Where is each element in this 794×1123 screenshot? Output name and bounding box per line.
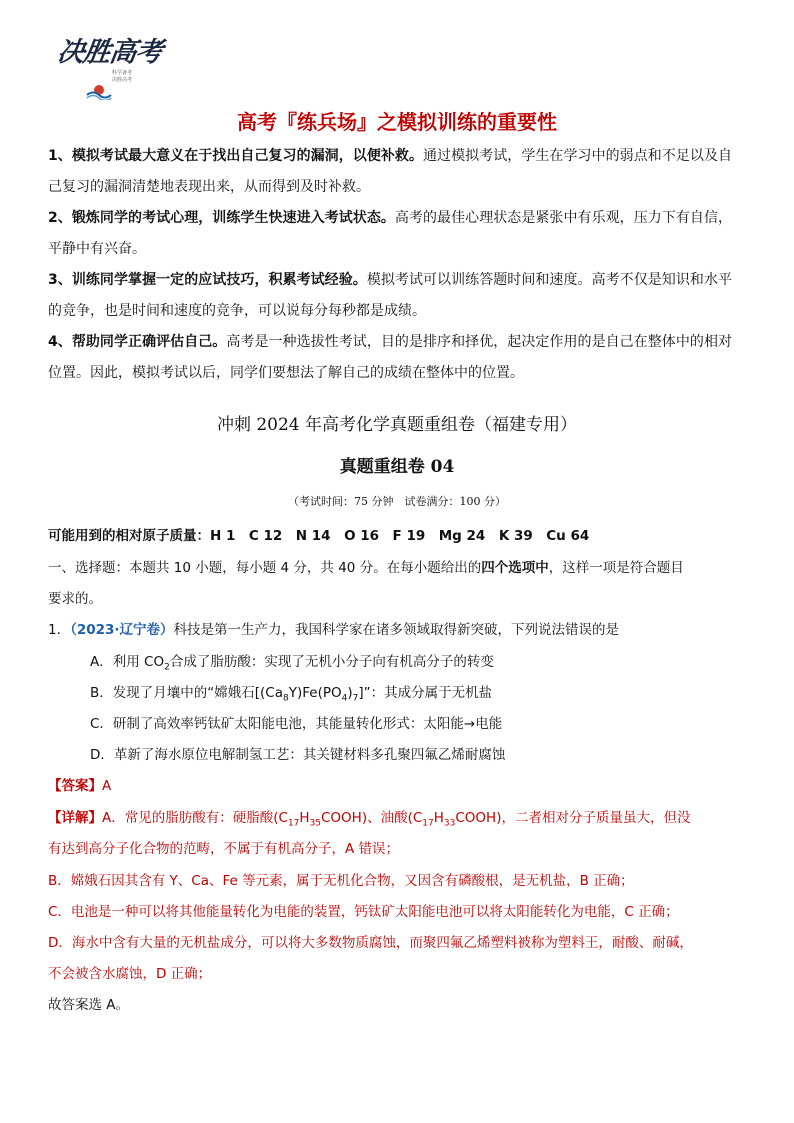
answer-line [48,774,738,794]
question-1-stem [48,618,738,638]
explanation-a-h-2: H [433,810,444,826]
answer-value: A [102,778,112,794]
section-header [48,556,738,576]
logo-slogan-line-2: 决胜高考 [112,77,133,83]
option-b [90,681,780,704]
option-b-sub-1: 8 [283,693,289,704]
question-number: 1． [48,622,71,638]
option-b-text-2: Y)Fe(PO [288,685,342,701]
explanation-a-text-2: COOH)、油酸(C [321,810,423,826]
explanation-c: C．电池是一种可以将其他能量转化为电能的装置，钙钛矿太阳能电池可以将太阳能转化为电能，C 正确； [48,904,679,920]
logo [55,30,176,110]
explanation-d-line-2: 不会被含水腐蚀，D 正确； [48,966,212,982]
question-source: （2023·辽宁卷） [70,622,174,638]
option-a [90,650,780,673]
option-b-text: B．发现了月壤中的“嫦娥石[(Ca [90,685,283,701]
section-header-text-2: ，这样一项是符合题目 [548,560,684,576]
option-b-text-3: ]”：其成分属于无机盐 [358,685,493,701]
explanation-a-sub-1: 17 [287,818,300,829]
answer-label: 【答案】 [48,778,102,794]
option-b-sub-2: 4 [341,693,348,704]
explanation-a-sub-2: 35 [309,818,321,829]
explanation-a-line-1 [48,806,738,829]
intro-point-2-lead: 2、锻炼同学的考试心理，训练学生快速进入考试状态。 [48,210,395,226]
explanation-a-text: A．常见的脂肪酸有：硬脂酸(C [102,810,288,826]
explanation-a-sub-4: 33 [443,818,456,829]
section-header-bold: 四个选项中 [481,560,549,576]
explanation-a-text-3: COOH)，二者相对分子质量虽大，但没 [455,810,691,826]
option-b-paren: ) [347,685,353,701]
option-a-text: A．利用 CO [90,654,165,670]
explanation-b: B．嫦娥石因其含有 Y、Ca、Fe 等元素，属于无机化合物，又因含有磷酸根，是无机盐，B 正确； [48,873,634,889]
intro-point-2 [48,203,732,265]
atomic-mass-line: 可能用到的相对原子质量：H 1 C 12 N 14 O 16 F 19 Mg 24 K 39 Cu 64 [48,528,590,544]
option-a-text-2: 合成了脂肪酸：实现了无机小分子向有机高分子的转变 [169,654,494,670]
intro-point-4 [48,327,732,389]
option-d: D．革新了海水原位电解制氢工艺：其关键材料多孔聚四氟乙烯耐腐蚀 [90,747,506,763]
intro-point-1-lead: 1、模拟考试最大意义在于找出自己复习的漏洞，以便补救。 [48,148,424,164]
explanation-a-h: H [299,810,310,826]
intro-title: 高考『练兵场』之模拟训练的重要性 [237,110,557,134]
explanation-a-line-2: 有达到高分子化合物的范畴，不属于有机高分子，A 错误； [48,841,400,857]
intro-point-3 [48,265,732,327]
intro-point-1 [48,141,732,203]
exam-time-info: （考试时间：75 分钟 试卷满分：100 分） [288,495,506,508]
intro-point-2-body: 高考的最佳心理状态是紧张中有乐观，压力下有自信，平静中有兴奋。 [48,210,732,257]
intro-point-1-body: 通过模拟考试，学生在学习中的弱点和不足以及自己复习的漏洞清楚地表现出来，从而得到及时补救。 [48,148,732,195]
option-b-sub-3: 7 [352,693,359,704]
logo-slogan-line-1: 科学备考 [112,70,133,76]
intro-point-4-body: 高考是一种选拔性考试，目的是排序和择优，起决定作用的是自己在整体中的相对位置。因此，模拟考试以后，同学们要想法了解自己的成绩在整体中的位置。 [48,334,732,381]
option-c: C．研制了高效率钙钛矿太阳能电池，其能量转化形式：太阳能→电能 [90,716,503,732]
intro-point-4-lead: 4、帮助同学正确评估自己。 [48,334,227,350]
exam-title: 冲刺 2024 年高考化学真题重组卷（福建专用） [216,415,578,435]
section-header-text: 一、选择题：本题共 10 小题，每小题 4 分，共 40 分。在每小题给出的 [48,560,482,576]
exam-subtitle: 真题重组卷 04 [339,457,455,477]
conclusion: 故答案选 A。 [48,997,130,1013]
logo-slogan [112,70,172,84]
explanation-d-line-1: D．海水中含有大量的无机盐成分，可以将大多数物质腐蚀，而聚四氟乙烯塑料被称为塑料王，耐酸、耐碱， [48,935,693,951]
intro-point-3-body: 模拟考试可以训练答题时间和速度。高考不仅是知识和水平的竞争，也是时间和速度的竞争，可以说每分每秒都是成绩。 [48,272,732,319]
logo-text: 决胜高考 [55,37,164,68]
explanation-label: 【详解】 [48,810,102,826]
option-a-sub: 2 [164,662,170,673]
logo-wave-icon [86,82,112,100]
section-header-cont: 要求的。 [48,591,102,607]
question-stem-text: 科技是第一生产力，我国科学家在诸多领域取得新突破，下列说法错误的是 [173,622,620,638]
intro-point-3-lead: 3、训练同学掌握一定的应试技巧，积累考试经验。 [48,272,367,288]
explanation-a-sub-3: 17 [422,818,434,829]
